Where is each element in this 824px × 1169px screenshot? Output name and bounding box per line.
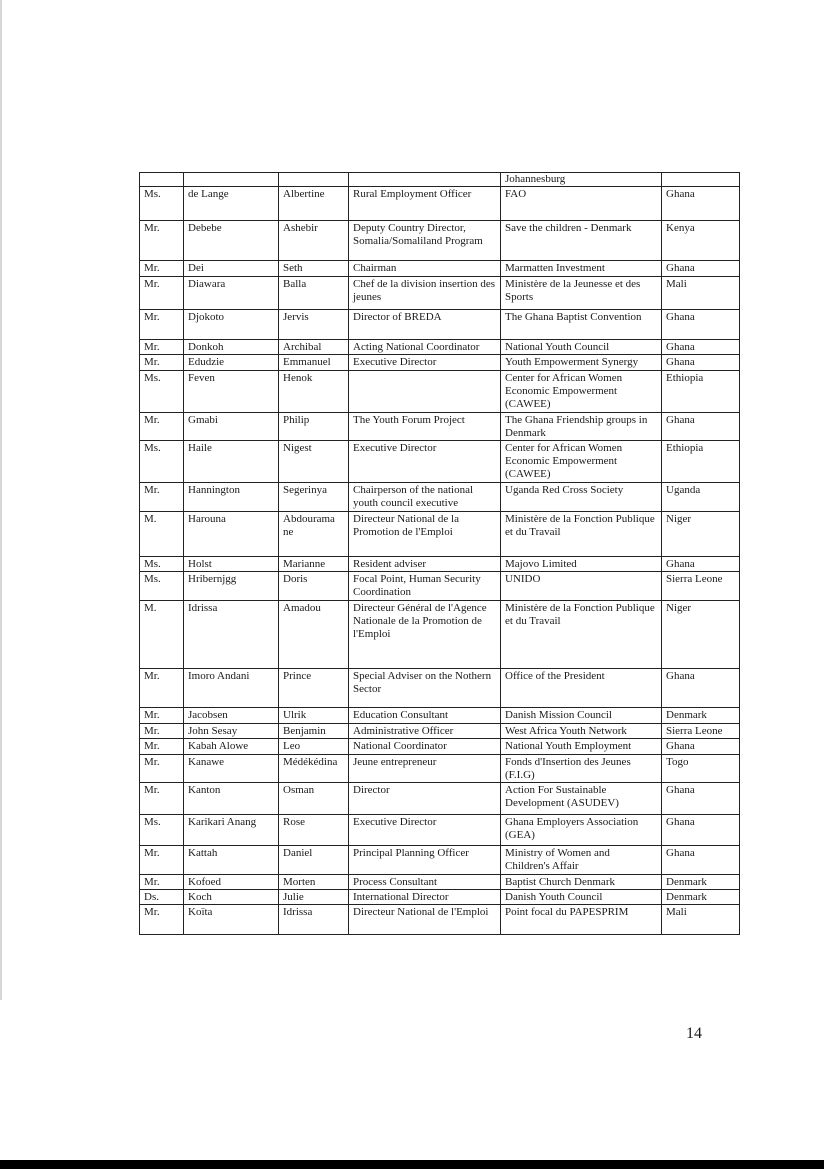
- cell-first-name: Ulrik: [279, 708, 349, 724]
- cell-country: Ethiopia: [662, 371, 740, 413]
- table-row: [140, 815, 740, 846]
- cell-surname: Kabah Alowe: [184, 739, 279, 755]
- cell-surname: Gmabi: [184, 413, 279, 441]
- cell-surname: Edudzie: [184, 355, 279, 371]
- cell-first-name: Leo: [279, 739, 349, 755]
- cell-first-name: Abdourama ne: [279, 512, 349, 557]
- cell-position: Executive Director: [349, 355, 501, 371]
- cell-position: Directeur National de l'Emploi: [349, 905, 501, 935]
- cell-position: Administrative Officer: [349, 724, 501, 739]
- cell-surname: Hribernjgg: [184, 572, 279, 601]
- cell-country: Ghana: [662, 739, 740, 755]
- cell-country: Kenya: [662, 221, 740, 261]
- cell-country: Ghana: [662, 413, 740, 441]
- cell-title: Mr.: [140, 355, 184, 371]
- cell-surname: Holst: [184, 557, 279, 572]
- cell-first-name: Benjamin: [279, 724, 349, 739]
- cell-position: [349, 371, 501, 413]
- table-row: [140, 905, 740, 935]
- cell-country: Sierra Leone: [662, 572, 740, 601]
- cell-title: Ms.: [140, 815, 184, 846]
- cell-surname: Kanton: [184, 783, 279, 815]
- cell-country: Ghana: [662, 187, 740, 221]
- cell-first-name: Médékédina: [279, 755, 349, 783]
- cell-first-name: Prince: [279, 669, 349, 708]
- cell-country: Sierra Leone: [662, 724, 740, 739]
- cell-position: Chairman: [349, 261, 501, 277]
- table-row: [140, 340, 740, 355]
- cell-organisation: Ghana Employers Association (GEA): [501, 815, 662, 846]
- cell-country: Denmark: [662, 875, 740, 890]
- cell-organisation: UNIDO: [501, 572, 662, 601]
- cell-title: Mr.: [140, 783, 184, 815]
- cell-country: Denmark: [662, 890, 740, 905]
- table-row: [140, 846, 740, 875]
- cell-surname: John Sesay: [184, 724, 279, 739]
- table-row: [140, 669, 740, 708]
- cell-organisation: Baptist Church Denmark: [501, 875, 662, 890]
- cell-organisation: West Africa Youth Network: [501, 724, 662, 739]
- cell-country: Niger: [662, 512, 740, 557]
- cell-organisation: The Ghana Friendship groups in Denmark: [501, 413, 662, 441]
- cell-first-name: Daniel: [279, 846, 349, 875]
- cell-title: Ms.: [140, 187, 184, 221]
- cell-position: Process Consultant: [349, 875, 501, 890]
- cell-organisation: National Youth Employment: [501, 739, 662, 755]
- cell-first-name: Amadou: [279, 601, 349, 669]
- table-row: [140, 875, 740, 890]
- cell-first-name: Ashebir: [279, 221, 349, 261]
- cell-country: Ghana: [662, 340, 740, 355]
- cell-title: Mr.: [140, 739, 184, 755]
- continuation-row: [140, 173, 740, 187]
- cell-organisation: Fonds d'Insertion des Jeunes (F.I.G): [501, 755, 662, 783]
- cell-surname: Koïta: [184, 905, 279, 935]
- cell-title: Ms.: [140, 557, 184, 572]
- cell-country: Ghana: [662, 846, 740, 875]
- scan-bottom-band: [0, 1160, 824, 1169]
- cell-first-name: Seth: [279, 261, 349, 277]
- cell-country: Ghana: [662, 557, 740, 572]
- table-row: [140, 371, 740, 413]
- cell-first-name: Emmanuel: [279, 355, 349, 371]
- table-row: [140, 572, 740, 601]
- cell-title: Mr.: [140, 221, 184, 261]
- cell-first-name: Philip: [279, 413, 349, 441]
- cell-title: Mr.: [140, 724, 184, 739]
- cell-position: Education Consultant: [349, 708, 501, 724]
- cell-organisation: National Youth Council: [501, 340, 662, 355]
- table-row: [140, 601, 740, 669]
- table-row: [140, 441, 740, 483]
- cell-surname: Harouna: [184, 512, 279, 557]
- cell-position: Jeune entrepreneur: [349, 755, 501, 783]
- cell-position: Resident adviser: [349, 557, 501, 572]
- cell-position: Deputy Country Director, Somalia/Somaliland Program: [349, 221, 501, 261]
- cell-surname: [184, 173, 279, 187]
- cell-position: Executive Director: [349, 815, 501, 846]
- cell-organisation: Ministère de la Fonction Publique et du Travail: [501, 601, 662, 669]
- cell-first-name: Segerinya: [279, 483, 349, 512]
- cell-surname: Hannington: [184, 483, 279, 512]
- cell-surname: Debebe: [184, 221, 279, 261]
- cell-organisation: Marmatten Investment: [501, 261, 662, 277]
- table-row: [140, 277, 740, 310]
- cell-position: Acting National Coordinator: [349, 340, 501, 355]
- cell-organisation: Uganda Red Cross Society: [501, 483, 662, 512]
- table-row: [140, 187, 740, 221]
- cell-first-name: Albertine: [279, 187, 349, 221]
- cell-title: Ms.: [140, 572, 184, 601]
- cell-first-name: Julie: [279, 890, 349, 905]
- cell-country: Ethiopia: [662, 441, 740, 483]
- cell-position: National Coordinator: [349, 739, 501, 755]
- cell-surname: Donkoh: [184, 340, 279, 355]
- cell-title: Mr.: [140, 669, 184, 708]
- cell-country: Togo: [662, 755, 740, 783]
- cell-position: Directeur Général de l'Agence Nationale de la Promotion de l'Emploi: [349, 601, 501, 669]
- cell-position: The Youth Forum Project: [349, 413, 501, 441]
- participants-table-body: [140, 173, 740, 935]
- table-row: [140, 261, 740, 277]
- cell-position: International Director: [349, 890, 501, 905]
- cell-surname: Kanawe: [184, 755, 279, 783]
- cell-first-name: Archibal: [279, 340, 349, 355]
- cell-title: Mr.: [140, 846, 184, 875]
- table-row: [140, 724, 740, 739]
- cell-surname: Djokoto: [184, 310, 279, 340]
- cell-surname: de Lange: [184, 187, 279, 221]
- cell-title: Mr.: [140, 483, 184, 512]
- cell-position: Executive Director: [349, 441, 501, 483]
- cell-first-name: Doris: [279, 572, 349, 601]
- cell-first-name: Henok: [279, 371, 349, 413]
- cell-position: [349, 173, 501, 187]
- cell-country: Denmark: [662, 708, 740, 724]
- table-row: [140, 413, 740, 441]
- cell-surname: Idrissa: [184, 601, 279, 669]
- cell-country: Niger: [662, 601, 740, 669]
- table-row: [140, 755, 740, 783]
- table-row: [140, 221, 740, 261]
- cell-organisation: Point focal du PAPESPRIM: [501, 905, 662, 935]
- cell-title: Ms.: [140, 441, 184, 483]
- cell-organisation: The Ghana Baptist Convention: [501, 310, 662, 340]
- cell-title: Mr.: [140, 261, 184, 277]
- cell-surname: Karikari Anang: [184, 815, 279, 846]
- cell-country: Ghana: [662, 310, 740, 340]
- cell-country: Ghana: [662, 783, 740, 815]
- cell-title: M.: [140, 512, 184, 557]
- cell-surname: Dei: [184, 261, 279, 277]
- cell-organisation: Save the children - Denmark: [501, 221, 662, 261]
- table-row: [140, 890, 740, 905]
- cell-country: Uganda: [662, 483, 740, 512]
- cell-organisation: Action For Sustainable Development (ASUDEV): [501, 783, 662, 815]
- cell-organisation: Ministère de la Jeunesse et des Sports: [501, 277, 662, 310]
- cell-organisation: Johannesburg: [501, 173, 662, 187]
- cell-title: Mr.: [140, 875, 184, 890]
- cell-title: Ms.: [140, 371, 184, 413]
- page-number: 14: [686, 1025, 702, 1042]
- table-row: [140, 355, 740, 371]
- cell-first-name: Nigest: [279, 441, 349, 483]
- cell-country: Ghana: [662, 815, 740, 846]
- cell-organisation: Danish Mission Council: [501, 708, 662, 724]
- table-row: [140, 739, 740, 755]
- cell-organisation: Ministry of Women and Children's Affair: [501, 846, 662, 875]
- cell-title: Ds.: [140, 890, 184, 905]
- table-row: [140, 310, 740, 340]
- cell-surname: Diawara: [184, 277, 279, 310]
- table-row: [140, 483, 740, 512]
- cell-surname: Imoro Andani: [184, 669, 279, 708]
- cell-surname: Jacobsen: [184, 708, 279, 724]
- cell-first-name: Osman: [279, 783, 349, 815]
- table-row: [140, 708, 740, 724]
- cell-position: Principal Planning Officer: [349, 846, 501, 875]
- cell-country: Ghana: [662, 355, 740, 371]
- cell-title: Mr.: [140, 905, 184, 935]
- cell-first-name: Rose: [279, 815, 349, 846]
- cell-title: Mr.: [140, 708, 184, 724]
- cell-title: Mr.: [140, 413, 184, 441]
- cell-title: Mr.: [140, 755, 184, 783]
- cell-surname: Feven: [184, 371, 279, 413]
- cell-position: Focal Point, Human Security Coordination: [349, 572, 501, 601]
- cell-surname: Kattah: [184, 846, 279, 875]
- cell-organisation: Danish Youth Council: [501, 890, 662, 905]
- cell-organisation: Ministère de la Fonction Publique et du Travail: [501, 512, 662, 557]
- cell-organisation: Youth Empowerment Synergy: [501, 355, 662, 371]
- cell-first-name: Morten: [279, 875, 349, 890]
- cell-title: Mr.: [140, 340, 184, 355]
- table-row: [140, 783, 740, 815]
- cell-country: Mali: [662, 277, 740, 310]
- table-row: [140, 512, 740, 557]
- cell-title: M.: [140, 601, 184, 669]
- cell-country: Ghana: [662, 669, 740, 708]
- cell-title: [140, 173, 184, 187]
- cell-title: Mr.: [140, 310, 184, 340]
- cell-position: Chairperson of the national youth council executive: [349, 483, 501, 512]
- cell-organisation: Office of the President: [501, 669, 662, 708]
- cell-first-name: Balla: [279, 277, 349, 310]
- cell-title: Mr.: [140, 277, 184, 310]
- cell-organisation: Majovo Limited: [501, 557, 662, 572]
- cell-country: Mali: [662, 905, 740, 935]
- scan-edge-line: [0, 0, 2, 1000]
- cell-position: Rural Employment Officer: [349, 187, 501, 221]
- cell-country: Ghana: [662, 261, 740, 277]
- cell-surname: Haile: [184, 441, 279, 483]
- cell-position: Special Adviser on the Nothern Sector: [349, 669, 501, 708]
- cell-organisation: FAO: [501, 187, 662, 221]
- cell-surname: Kofoed: [184, 875, 279, 890]
- cell-first-name: Idrissa: [279, 905, 349, 935]
- cell-position: Director: [349, 783, 501, 815]
- cell-country: [662, 173, 740, 187]
- cell-first-name: [279, 173, 349, 187]
- cell-position: Directeur National de la Promotion de l'Emploi: [349, 512, 501, 557]
- cell-position: Chef de la division insertion des jeunes: [349, 277, 501, 310]
- cell-surname: Koch: [184, 890, 279, 905]
- table-row: [140, 557, 740, 572]
- cell-organisation: Center for African Women Economic Empowerment (CAWEE): [501, 371, 662, 413]
- cell-first-name: Marianne: [279, 557, 349, 572]
- participants-table: [139, 172, 740, 935]
- cell-first-name: Jervis: [279, 310, 349, 340]
- cell-organisation: Center for African Women Economic Empowerment (CAWEE): [501, 441, 662, 483]
- cell-position: Director of BREDA: [349, 310, 501, 340]
